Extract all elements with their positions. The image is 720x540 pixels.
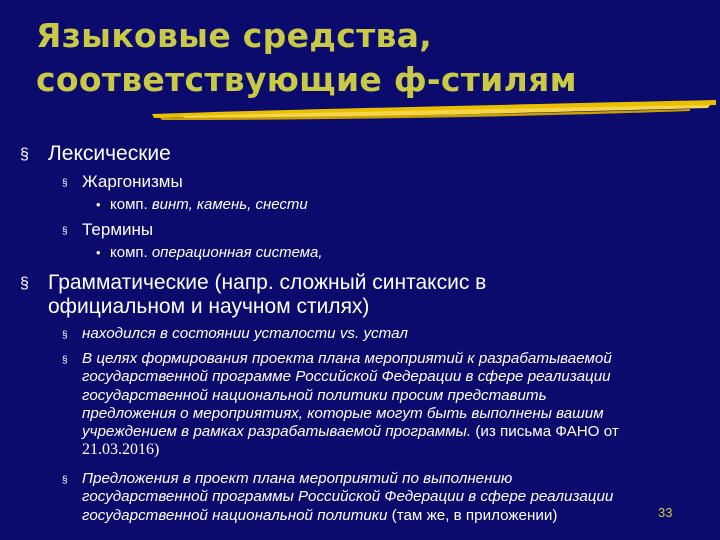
subbullet-terms-text: Термины: [82, 220, 154, 239]
grammar-example-3-line-3: [82, 507, 702, 525]
bullet-grammar: [20, 271, 487, 319]
subbullet-marker: §: [62, 178, 68, 189]
title-line-2: соответствующие ф-стилям: [36, 60, 577, 99]
example-jargon-words: винт, камень, снести: [151, 196, 308, 213]
grammar-example-3: [62, 470, 702, 525]
example-jargon: [96, 196, 308, 214]
grammar-example-2: [62, 350, 702, 460]
dot-marker: •: [96, 245, 101, 260]
grammar-example-2-line-6: 21.03.2016): [82, 441, 160, 459]
grammar-example-2-line-1: В целях формирования проекта плана мероприятий к разрабатываемой: [82, 350, 612, 367]
subbullet-marker: §: [62, 355, 68, 366]
subbullet-jargon: [62, 172, 183, 191]
bullet-marker: §: [20, 275, 29, 292]
title-underline-stroke: [150, 96, 720, 126]
subbullet-marker: §: [62, 475, 68, 486]
bullet-grammar-line-2: официальном и научном стилях): [48, 295, 370, 318]
subbullet-terms: [62, 220, 154, 239]
grammar-example-2-line-3: государственной национальной политики просим представить: [82, 386, 547, 404]
bullet-lexical: [20, 142, 171, 166]
grammar-example-3-line-3-italic: государственной национальной политики: [82, 506, 388, 524]
grammar-example-2-line-5-source: (из письма ФАНО от: [471, 423, 619, 441]
example-terms: [96, 244, 323, 262]
grammar-example-3-line-2: государственной программы Российской Федерации в сфере реализации: [82, 488, 614, 506]
grammar-example-2-line-5: [82, 423, 702, 441]
grammar-example-2-line-4: предложения о мероприятиях, которые могут быть выполнены вашим: [82, 404, 604, 422]
slide-title: [36, 14, 577, 102]
subbullet-marker: §: [62, 226, 68, 237]
grammar-example-2-line-2: государственной программе Российской Федерации в сфере реализации: [82, 368, 611, 386]
bullet-lexical-text: Лексические: [48, 142, 171, 165]
example-terms-prefix: комп.: [110, 244, 152, 261]
grammar-example-3-line-3-source: (там же, в приложении): [387, 506, 558, 524]
dot-marker: •: [96, 197, 101, 212]
grammar-example-1-text: находился в состоянии усталости vs. устал: [82, 325, 408, 342]
grammar-example-3-line-1: Предложения в проект плана мероприятий по выполнению: [82, 470, 513, 487]
bullet-marker: §: [20, 146, 29, 163]
title-line-1: Языковые средства,: [36, 16, 433, 55]
subbullet-jargon-text: Жаргонизмы: [82, 172, 183, 191]
page-number: 33: [658, 505, 673, 520]
example-terms-words: операционная система,: [151, 244, 323, 261]
bullet-grammar-line-1: Грамматические (напр. сложный синтаксис в: [48, 271, 487, 294]
grammar-example-2-line-5-italic: учреждением в рамках разрабатываемой программы.: [82, 423, 472, 441]
example-jargon-prefix: комп.: [110, 196, 152, 213]
grammar-example-1: [62, 325, 702, 343]
subbullet-marker: §: [62, 330, 68, 341]
